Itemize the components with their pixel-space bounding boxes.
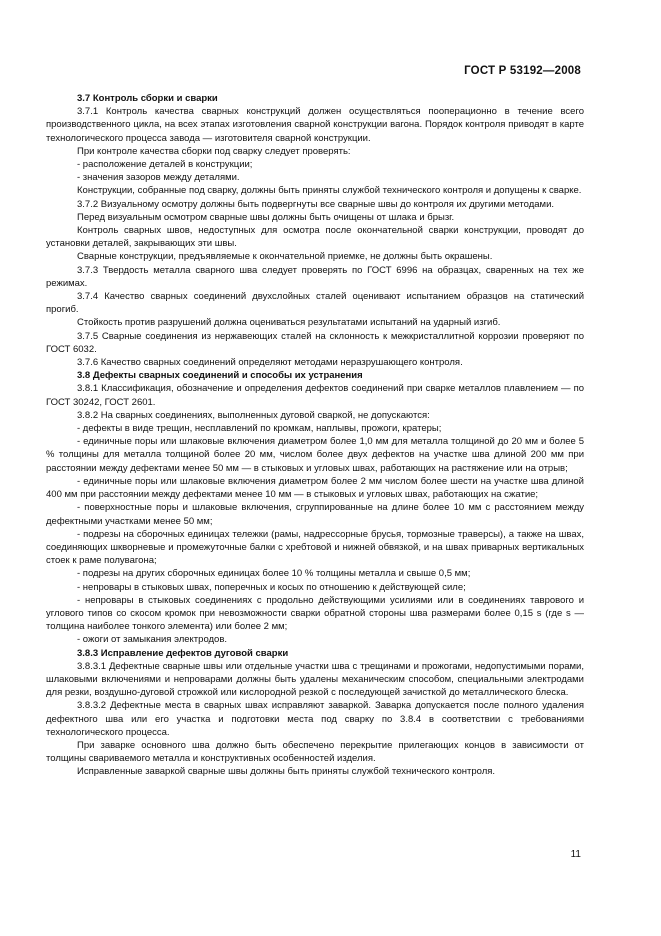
list-item: - единичные поры или шлаковые включения диаметром более 1,0 мм для металла толщиной до 20 мм и более 5 % толщины для металла толщиной более 20 мм, числом более двух дефектов на участке шва длиной 200 мм при расстоянии между дефектами менее 50 мм — в стыковых и угловых швах, работающих на растяжение или на отрыв; xyxy=(46,436,584,474)
list-item: - расположение деталей в конструкции; xyxy=(77,159,253,171)
section-heading: 3.7 Контроль сборки и сварки xyxy=(77,93,218,104)
list-item: - дефекты в виде трещин, несплавлений по кромкам, наплывы, прожоги, кратеры; xyxy=(77,423,442,435)
paragraph: 3.7.3 Твердость металла сварного шва следует проверять по ГОСТ 6996 на образцах, сваренных на тех же режимах. xyxy=(46,264,584,289)
paragraph: Исправленные заваркой сварные швы должны быть приняты службой технического контроля. xyxy=(77,766,496,778)
paragraph: 3.8.3.1 Дефектные сварные швы или отдельные участки шва с трещинами и прожогами, недопустимыми порами, шлаковыми включениями и непроварами должны быть удалены механическим способом, специальными электродами для резки, воздушно-дуговой строжкой или кислородной резкой с последующей зачисткой до металлического блеска. xyxy=(46,660,584,699)
paragraph: При контроле качества сборки под сварку следует проверять: xyxy=(77,145,351,157)
paragraph: Перед визуальным осмотром сварные швы должны быть очищены от шлака и брызг. xyxy=(77,211,455,223)
paragraph: 3.8.1 Классификация, обозначение и определения дефектов соединений при сварке металлов плавлением — по ГОСТ 30242, ГОСТ 2601. xyxy=(46,383,584,408)
page-number: 11 xyxy=(570,849,581,860)
paragraph: При заварке основного шва должно быть обеспечено перекрытие прилегающих концов в зависимости от толщины свариваемого металла и конструктивных особенностей изделия. xyxy=(46,739,584,765)
list-item: - поверхностные поры и шлаковые включения, сгруппированные на длине более 10 мм с расстоянием между дефектными участками менее 50 мм; xyxy=(46,502,584,527)
list-item: - непровары в стыковых соединениях с продольно действующими усилиями или в соединениях таврового и углового типов со скосом кромок при невозможности сварки обратной стороны шва размерами более 0,15 s (где s — толщина наиболее тонкого элемента) или более 2 мм; xyxy=(46,594,584,633)
list-item: - подрезы на других сборочных единицах более 10 % толщины металла и свыше 0,5 мм; xyxy=(77,568,471,580)
list-item: - ожоги от замыкания электродов. xyxy=(77,634,228,646)
document-header: ГОСТ Р 53192—2008 xyxy=(464,65,581,77)
paragraph: Контроль сварных швов, недоступных для осмотра после окончательной сварки конструкции, проводят до установки деталей, закрывающих эти швы. xyxy=(46,225,584,250)
paragraph: Сварные конструкции, предъявляемые к окончательной приемке, не должны быть окрашены. xyxy=(77,251,493,263)
paragraph: 3.7.1 Контроль качества сварных конструкций должен осуществляться пооперационно в течение всего производственного цикла, на всех этапах изготовления сварной конструкции вагона. Порядок контроля приводят в карте технологического процесса завода — изготовителя сварной конструкции. xyxy=(46,106,584,144)
list-item: - непровары в стыковых швах, поперечных и косых по отношению к действующей силе; xyxy=(77,581,466,593)
paragraph: 3.8.3.2 Дефектные места в сварных швах исправляют заваркой. Заварка допускается после полного удаления дефектного шва или его участка и подготовки места под сварку по 3.8.4 в соответствии с требованиями технологического процесса. xyxy=(46,700,584,738)
paragraph: 3.7.2 Визуальному осмотру должны быть подвергнуты все сварные швы до контроля их другими методами. xyxy=(77,198,555,210)
section-heading: 3.8 Дефекты сварных соединений и способы их устранения xyxy=(77,370,363,382)
section-heading: 3.8.3 Исправление дефектов дуговой сварки xyxy=(77,647,289,659)
list-item: - подрезы на сборочных единицах тележки (рамы, надрессорные брусья, тормозные траверсы), а также на швах, соединяющих шкворневые и промежуточные балки с хребтовой и нижней обвязкой, и на швах приварных вертикальных стоек к раме полувагона; xyxy=(46,528,584,567)
paragraph: Конструкции, собранные под сварку, должны быть приняты службой технического контроля и допущены к сварке. xyxy=(77,185,582,197)
list-item: - единичные поры или шлаковые включения диаметром более 2 мм числом более шести на участке шва длиной 400 мм при расстоянии между дефектами менее 10 мм — в стыковых и угловых швах, работающих на сжатие; xyxy=(46,475,584,501)
paragraph: 3.7.6 Качество сварных соединений определяют методами неразрушающего контроля. xyxy=(77,357,463,369)
paragraph: 3.7.4 Качество сварных соединений двухслойных сталей оценивают испытанием образцов на статический прогиб. xyxy=(46,291,584,316)
paragraph: 3.7.5 Сварные соединения из нержавеющих сталей на склонность к межкристаллитной коррозии проверяют по ГОСТ 6032. xyxy=(46,330,584,355)
paragraph: 3.8.2 На сварных соединениях, выполненных дуговой сваркой, не допускаются: xyxy=(77,409,430,421)
list-item: - значения зазоров между деталями. xyxy=(77,172,240,184)
paragraph: Стойкость против разрушений должна оцениваться результатами испытаний на ударный изгиб. xyxy=(77,317,501,329)
document-body xyxy=(46,92,584,779)
